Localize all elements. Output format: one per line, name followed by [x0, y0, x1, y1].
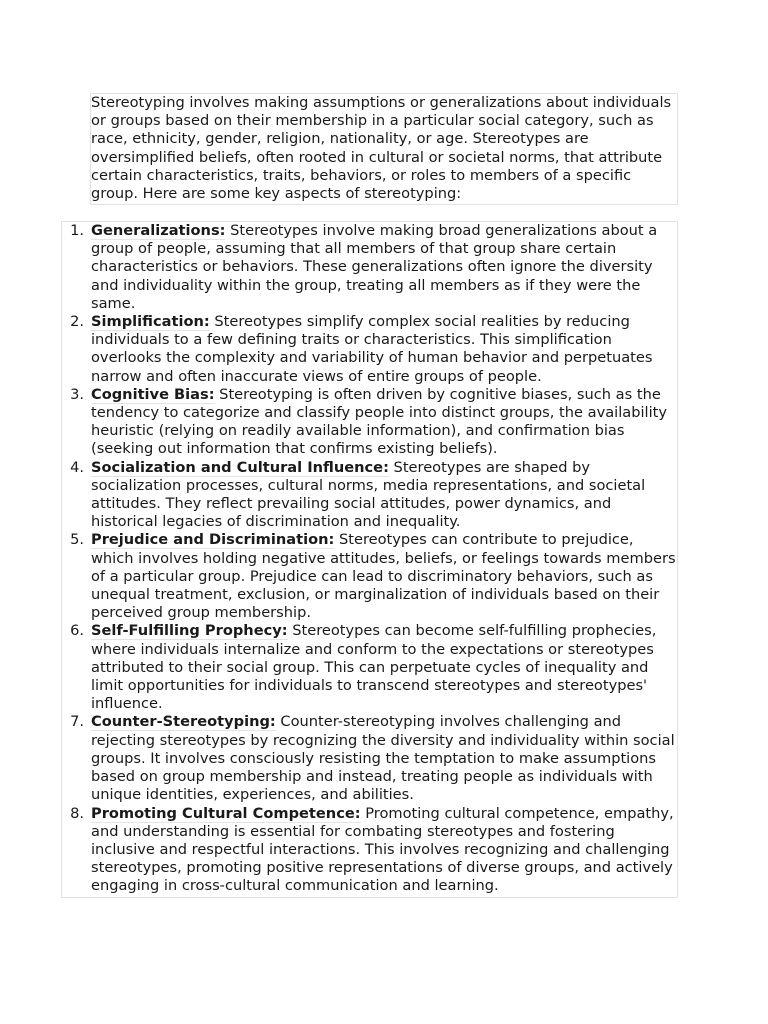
list-item-term: Self-Fulfilling Prophecy:: [91, 622, 288, 640]
list-item-term: Prejudice and Discrimination:: [91, 531, 335, 549]
list-item: [62, 713, 677, 804]
list-item: [62, 531, 677, 622]
list-item: [62, 386, 677, 459]
list-item-term: Counter-Stereotyping:: [91, 713, 276, 731]
list-item-term: Simplification:: [91, 313, 210, 331]
list-item-number: 6.: [70, 622, 84, 640]
list-item-number: 4.: [70, 458, 84, 476]
list-item: [62, 805, 677, 896]
key-aspects-list-container: [61, 221, 678, 898]
list-item-text: Counter-stereotyping involves challenging and rejecting stereotypes by recognizing the diversity and individuality within social groups. It involves consciously resisting the temptation to make assumptions based on group membership and instead, treating people as individuals with unique identities, experiences, and abilities.: [91, 713, 675, 804]
list-item-number: 8.: [70, 804, 84, 822]
list-item: [62, 459, 677, 532]
list-item-text: Stereotypes can become self-fulfilling prophecies, where individuals internalize and conform to the expectations or stereotypes attributed to their social group. This can perpetuate cycles of inequality and limit opportunities for individuals to transcend stereotypes and stereotypes' influence.: [91, 622, 657, 713]
list-item-text: Stereotypes involve making broad generalizations about a group of people, assuming that all members of that group share certain characteristics or behaviors. These generalizations often ignore the diversity and individuality within the group, treating all members as if they were the same.: [91, 222, 658, 312]
list-item-number: 5.: [70, 531, 84, 549]
list-item-term: Cognitive Bias:: [91, 385, 215, 403]
list-item-text: Stereotypes are shaped by socialization processes, cultural norms, media representations, and societal attitudes. They reflect prevailing social attitudes, power dynamics, and historical legacies of discrimination and inequality.: [91, 458, 646, 531]
list-item-term: Promoting Cultural Competence:: [91, 804, 361, 822]
list-item: [62, 622, 677, 713]
intro-paragraph: Stereotyping involves making assumptions or generalizations about individuals or groups based on their membership in a particular social category, such as race, ethnicity, gender, religion, nationality, or age. Stereotypes are oversimplified beliefs, often rooted in cultural or societal norms, that attribute certain characteristics, traits, behaviors, or roles to members of a specific group. Here are some key aspects of stereotyping:: [90, 93, 678, 205]
list-item-text: Stereotypes can contribute to prejudice, which involves holding negative attitudes, beliefs, or feelings towards members of a particular group. Prejudice can lead to discriminatory behaviors, such as unequal treatment, exclusion, or marginalization of individuals based on their perceived group membership.: [91, 531, 676, 622]
list-item-term: Generalizations:: [91, 222, 226, 239]
list-item-number: 7.: [70, 713, 84, 731]
list-item-number: 1.: [70, 222, 84, 239]
key-aspects-list: [62, 222, 677, 896]
list-item-text: Stereotyping is often driven by cognitive biases, such as the tendency to categorize and classify people into distinct groups, the availability heuristic (relying on readily available information), and confirmation bias (seeking out information that confirms existing beliefs).: [91, 385, 668, 458]
list-item: [62, 313, 677, 386]
list-item-number: 2.: [70, 313, 84, 331]
list-item-number: 3.: [70, 385, 84, 403]
list-item: [62, 222, 677, 313]
list-item-term: Socialization and Cultural Influence:: [91, 458, 389, 476]
list-item-text: Promoting cultural competence, empathy, and understanding is essential for combating stereotypes and fostering inclusive and respectful interactions. This involves recognizing and challenging stereotypes, promoting positive representations of diverse groups, and actively engaging in cross-cultural communication and learning.: [91, 804, 674, 895]
list-item-text: Stereotypes simplify complex social realities by reducing individuals to a few defining traits or characteristics. This simplification overlooks the complexity and variability of human behavior and perpetuates narrow and often inaccurate views of entire groups of people.: [91, 313, 653, 385]
